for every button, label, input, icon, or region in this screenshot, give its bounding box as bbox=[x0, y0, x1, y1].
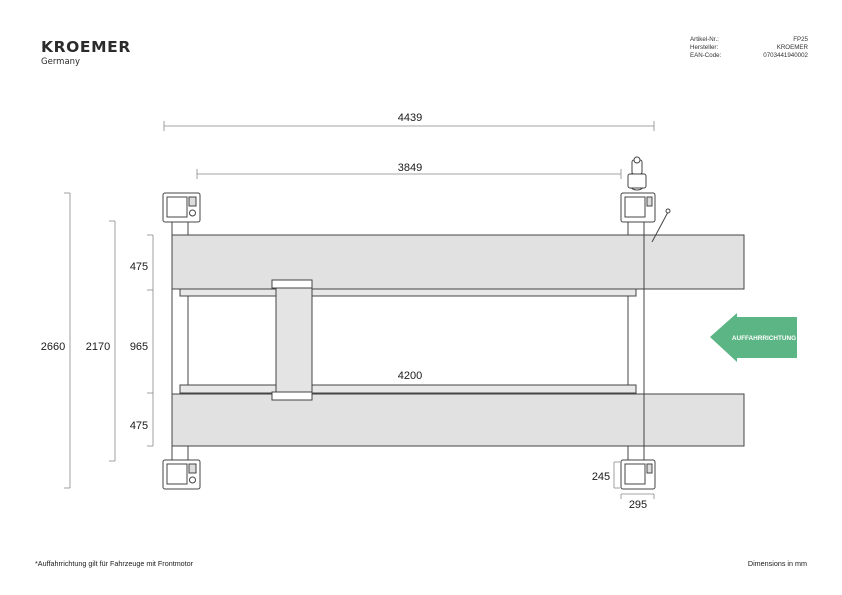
jacking-beam bbox=[276, 283, 312, 398]
drive-on-direction-arrow bbox=[710, 313, 797, 362]
runway-bottom-extension bbox=[644, 394, 744, 446]
runway-bottom bbox=[172, 394, 644, 446]
runway-top-extension bbox=[644, 235, 744, 289]
dim-runway-outer-width: 2170 bbox=[85, 341, 111, 353]
footnote: *Auffahrrichtung gilt für Fahrzeuge mit Frontmotor bbox=[35, 559, 194, 568]
dim-runway-width-top: 475 bbox=[129, 261, 149, 273]
product-info-value: 0703441940002 bbox=[763, 52, 808, 59]
dim-overall-width: 2660 bbox=[40, 341, 66, 353]
product-info-label: Artikel-Nr.: bbox=[690, 36, 719, 43]
dim-runway-length: 4200 bbox=[397, 370, 423, 382]
dim-runway-width-bottom: 475 bbox=[129, 420, 149, 432]
product-info-label: EAN-Code: bbox=[690, 52, 722, 59]
dim-line-post-base-depth bbox=[614, 462, 620, 488]
post-bottom-left bbox=[163, 460, 200, 489]
product-info-label: Hersteller: bbox=[690, 44, 719, 51]
direction-arrow-label: AUFFAHRRICHTUNG bbox=[731, 335, 797, 342]
units-note: Dimensions in mm bbox=[747, 559, 807, 568]
product-info-value: FP25 bbox=[793, 36, 808, 43]
cross-beam-top bbox=[180, 289, 636, 296]
post-top-right bbox=[621, 157, 655, 222]
dim-overall-length: 4439 bbox=[397, 112, 423, 124]
runway-top bbox=[172, 235, 644, 289]
brand-name: KROEMER bbox=[41, 38, 131, 56]
post-top-left bbox=[163, 193, 200, 222]
product-info-value: KROEMER bbox=[776, 44, 808, 51]
brand-region: Germany bbox=[41, 57, 81, 67]
dim-post-spacing: 3849 bbox=[397, 162, 423, 174]
post-bottom-right bbox=[621, 460, 655, 489]
cross-beam-bottom bbox=[180, 385, 636, 393]
dim-runway-gap: 965 bbox=[129, 341, 149, 353]
dim-post-base-depth: 245 bbox=[591, 471, 611, 483]
dim-post-base-width: 295 bbox=[628, 499, 648, 511]
